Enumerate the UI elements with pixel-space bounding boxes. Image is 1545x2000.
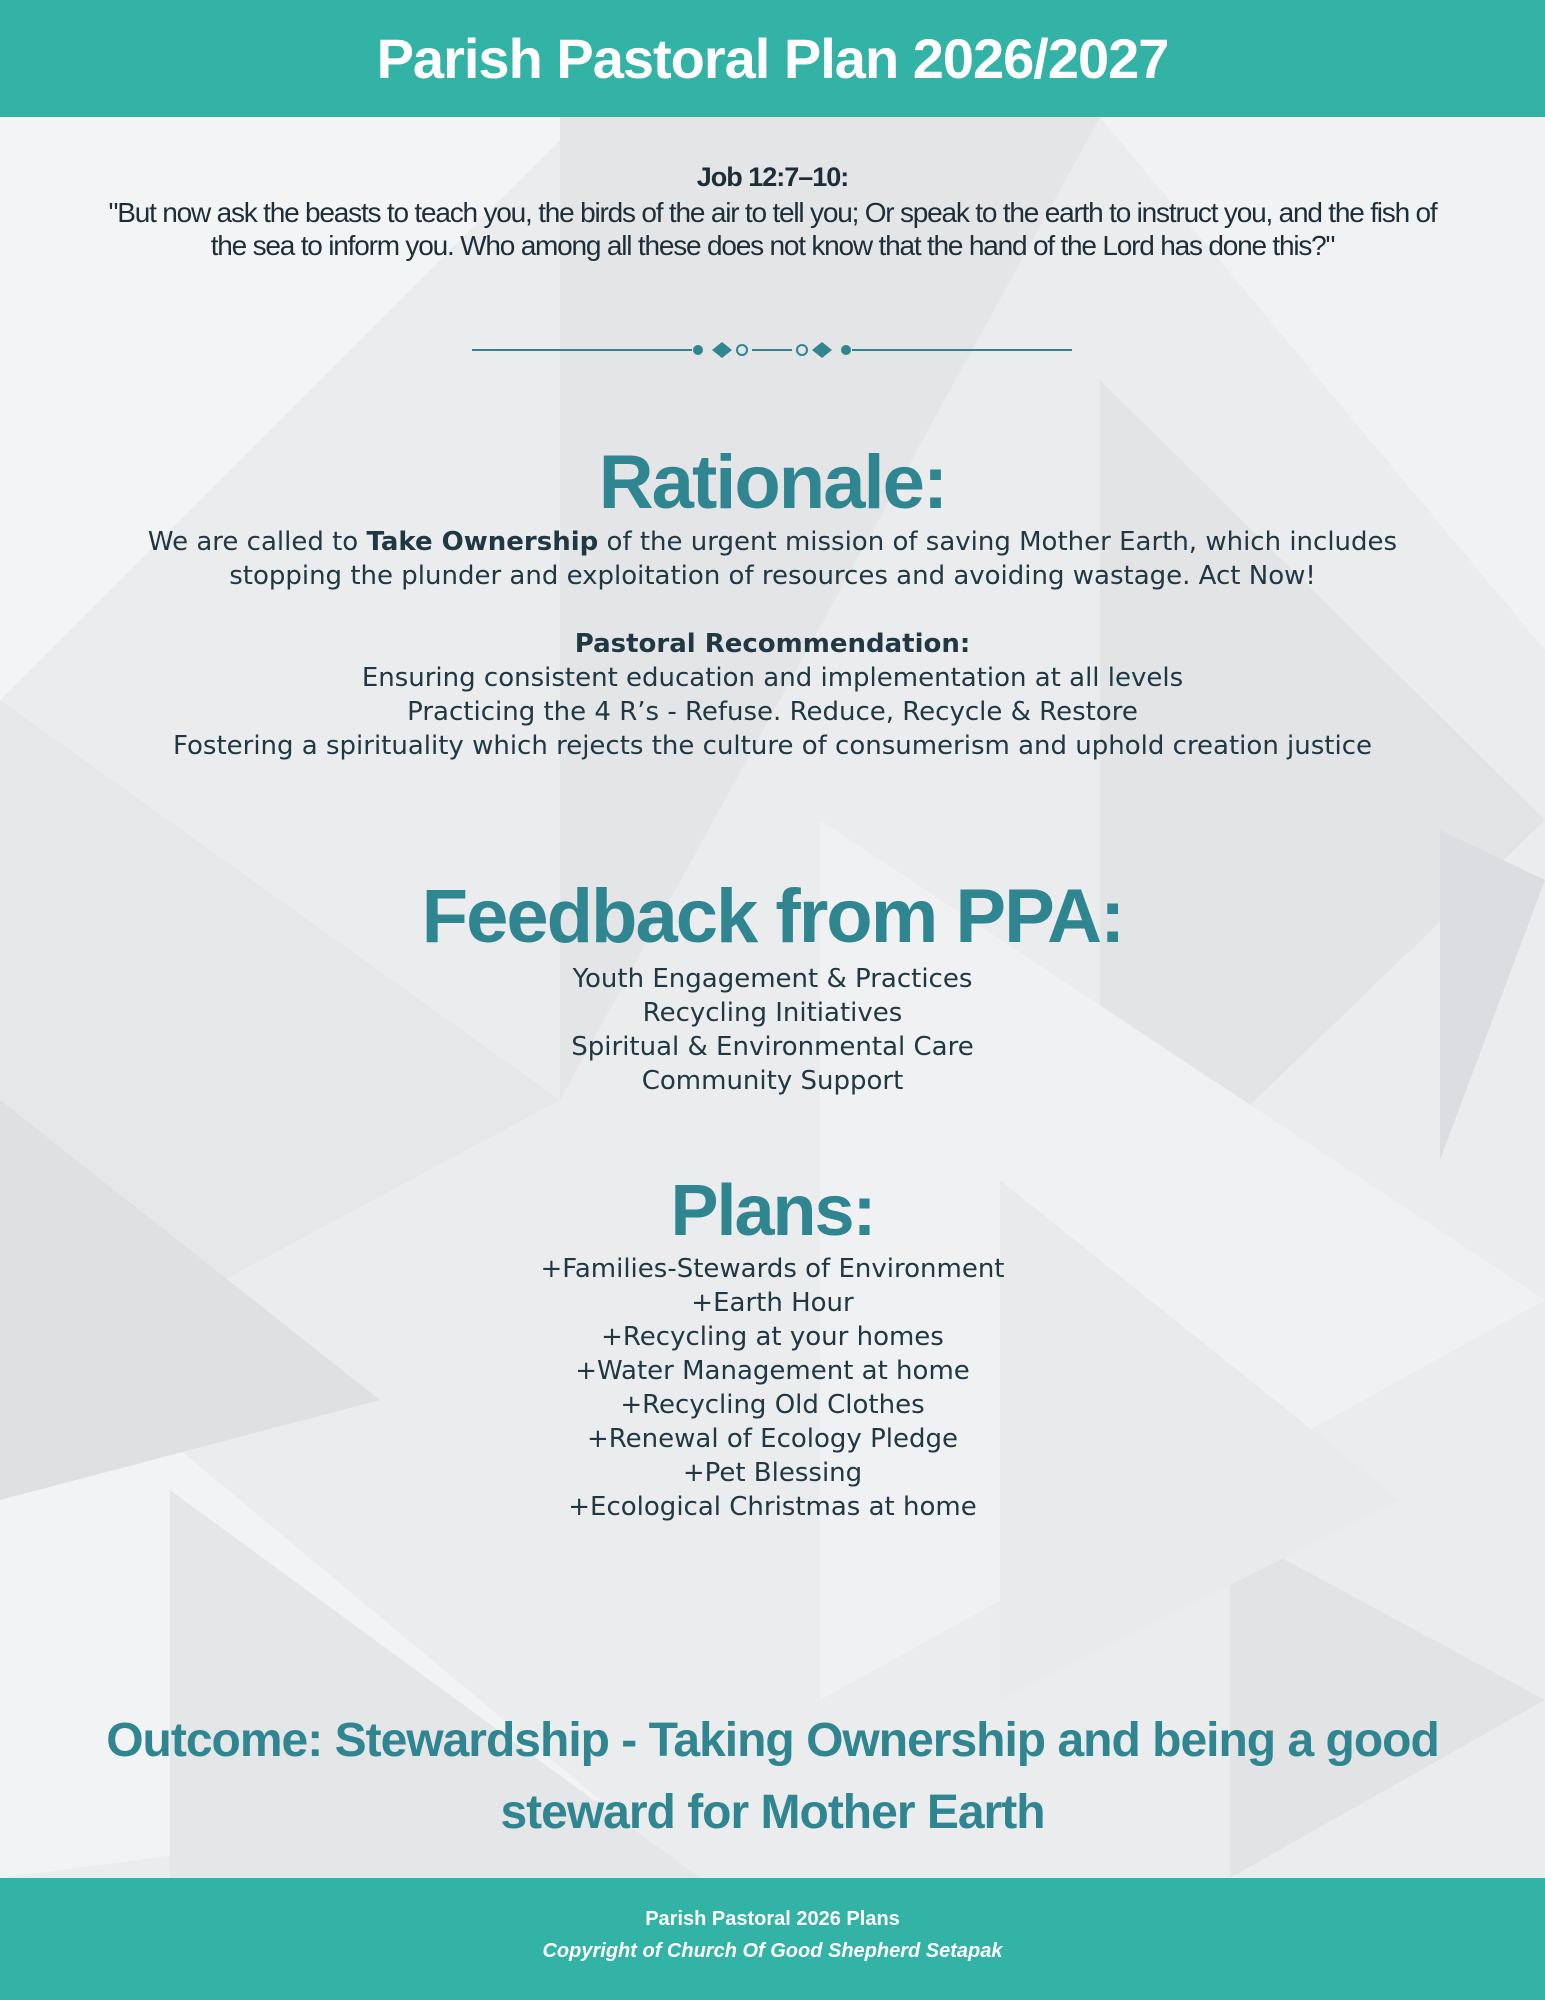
rationale-text-start: We are called to <box>147 527 367 557</box>
plans-title: Plans: <box>670 1171 875 1251</box>
outcome-statement: Outcome: Stewardship - Taking Ownership and being a good steward for Mother Earth <box>106 1714 1439 1839</box>
verse-reference: Job 12:7–10: <box>696 162 849 192</box>
plan-item: +Recycling at your homes <box>601 1322 944 1352</box>
recommendation-heading: Pastoral Recommendation: <box>574 629 971 659</box>
footer-copyright: Copyright of Church Of Good Shepherd Setapak <box>542 1940 1003 1962</box>
page-footer <box>0 1878 1545 2000</box>
rationale-title: Rationale: <box>598 440 947 525</box>
plan-item: +Renewal of Ecology Pledge <box>587 1424 958 1454</box>
ornamental-divider <box>472 335 1072 365</box>
feedback-item: Community Support <box>641 1066 904 1096</box>
plan-item: +Families-Stewards of Environment <box>540 1254 1005 1284</box>
feedback-item: Youth Engagement & Practices <box>572 964 973 994</box>
scripture-verse <box>60 160 1485 262</box>
rationale-text-emphasis: Take Ownership <box>366 527 599 557</box>
plan-item: +Recycling Old Clothes <box>620 1390 925 1420</box>
plan-item: +Water Management at home <box>575 1356 970 1386</box>
page-title: Parish Pastoral Plan 2026/2027 <box>376 27 1169 90</box>
plan-item: +Earth Hour <box>691 1288 854 1318</box>
feedback-item: Spiritual & Environmental Care <box>571 1032 974 1062</box>
recommendation-item: Practicing the 4 R’s - Refuse. Reduce, Recycle & Restore <box>407 697 1138 727</box>
footer-title: Parish Pastoral 2026 Plans <box>645 1908 900 1930</box>
plans-list <box>0 1252 1545 1524</box>
rationale-text-end: of the urgent mission of saving Mother Earth, which includes stopping the plunder and exploitation of resources and avoiding wastage. Act Now! <box>229 527 1398 591</box>
feedback-list <box>0 962 1545 1098</box>
rationale-section <box>0 525 1545 763</box>
plan-item: +Ecological Christmas at home <box>568 1492 977 1522</box>
recommendation-item: Ensuring consistent education and implementation at all levels <box>361 663 1184 693</box>
rationale-text <box>108 525 1438 593</box>
verse-text: "But now ask the beasts to teach you, the birds of the air to tell you; Or speak to the earth to instruct you, and the fish of the sea to inform you. Who among all these does not know that the hand of the Lord has done this?" <box>108 197 1437 261</box>
recommendation-item: Fostering a spirituality which rejects the culture of consumerism and uphold creation justice <box>172 731 1373 761</box>
feedback-item: Recycling Initiatives <box>642 998 903 1028</box>
feedback-title: Feedback from PPA: <box>421 874 1124 959</box>
page-header <box>0 0 1545 117</box>
plan-item: +Pet Blessing <box>682 1458 863 1488</box>
